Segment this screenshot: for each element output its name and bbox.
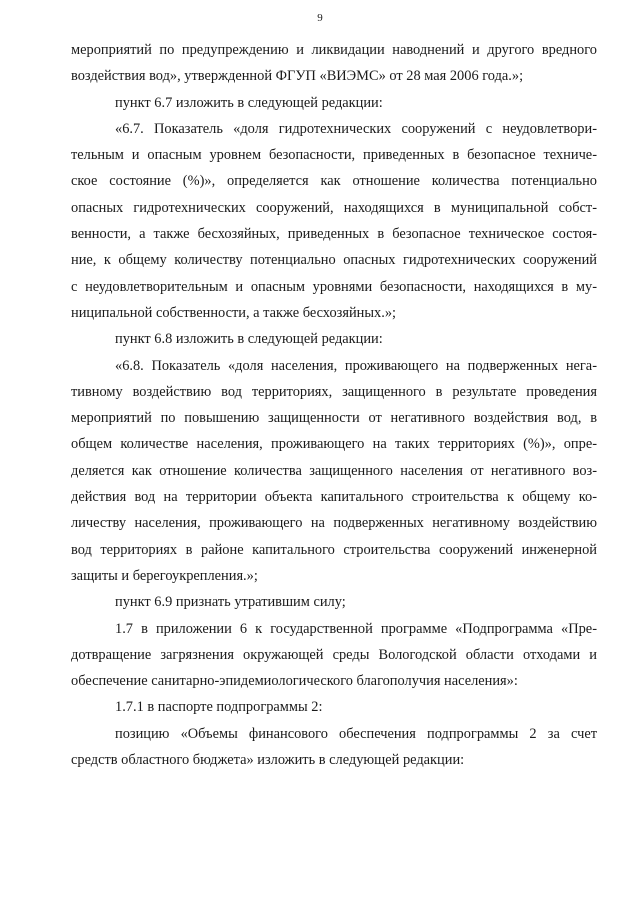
text-line: защиты и берегоукрепления.»; xyxy=(71,567,258,584)
text-line: 1.7.1 в паспорте подпрограммы 2: xyxy=(115,699,323,716)
text-line: позицию «Объемы финансового обеспечения подпрограммы 2 за счет xyxy=(115,725,597,742)
text-line: пункт 6.7 изложить в следующей редакции: xyxy=(115,94,383,111)
text-line: мероприятий по повышению защищенности от негативного воздействия вод, в xyxy=(71,410,597,427)
text-line: «6.8. Показатель «доля населения, проживающего на подверженных нега- xyxy=(115,357,597,374)
text-line: общем количестве населения, проживающего на таких территориях (%)», опре- xyxy=(71,436,597,453)
text-line: тельным и опасным уровнем безопасности, приведенных в безопасное техниче- xyxy=(71,147,597,164)
text-line: «6.7. Показатель «доля гидротехнических сооружений с неудовлетвори- xyxy=(115,120,597,137)
text-line: ниципальной собственности, а также бесхозяйных.»; xyxy=(71,304,397,321)
text-line: действия вод на территории объекта капитального строительства к общему ко- xyxy=(71,489,597,506)
text-line: венности, а также бесхозяйных, приведенных в безопасное техническое состоя- xyxy=(71,226,597,243)
text-line: пункт 6.8 изложить в следующей редакции: xyxy=(115,331,383,348)
text-line: пункт 6.9 признать утратившим силу; xyxy=(115,594,346,611)
text-line: деляется как отношение количества защищенного населения от негативного воз- xyxy=(71,462,597,479)
text-line: обеспечение санитарно-эпидемиологического благополучия населения»: xyxy=(71,673,518,690)
text-line: вод территориях в районе капитального строительства сооружений инженерной xyxy=(71,541,597,558)
text-line: мероприятий по предупреждению и ликвидации наводнений и другого вредного xyxy=(71,42,597,58)
text-line: средств областного бюджета» изложить в следующей редакции: xyxy=(71,752,465,769)
text-line: ние, к общему количеству потенциально опасных гидротехнических сооружений xyxy=(71,252,597,269)
text-line: опасных гидротехнических сооружений, находящихся в муниципальной собст- xyxy=(71,199,597,216)
document-body xyxy=(71,37,597,773)
text-line: ское состояние (%)», определяется как отношение количества потенциально xyxy=(71,173,597,190)
page-number: 9 xyxy=(317,12,323,24)
text-line: личеству населения, проживающего на подверженных негативному воздействию xyxy=(71,515,597,532)
text-line: дотвращение загрязнения окружающей среды Вологодской области отходами и xyxy=(71,646,597,663)
text-line: тивному воздействию вод территориях, защищенного в результате проведения xyxy=(71,383,597,400)
text-line: воздействия вод», утвержденной ФГУП «ВИЭМС» от 28 мая 2006 года.»; xyxy=(71,68,524,85)
text-line: 1.7 в приложении 6 к государственной программе «Подпрограмма «Пре- xyxy=(115,620,597,637)
text-line: с неудовлетворительным и опасным уровнями безопасности, находящихся в му- xyxy=(71,278,597,295)
